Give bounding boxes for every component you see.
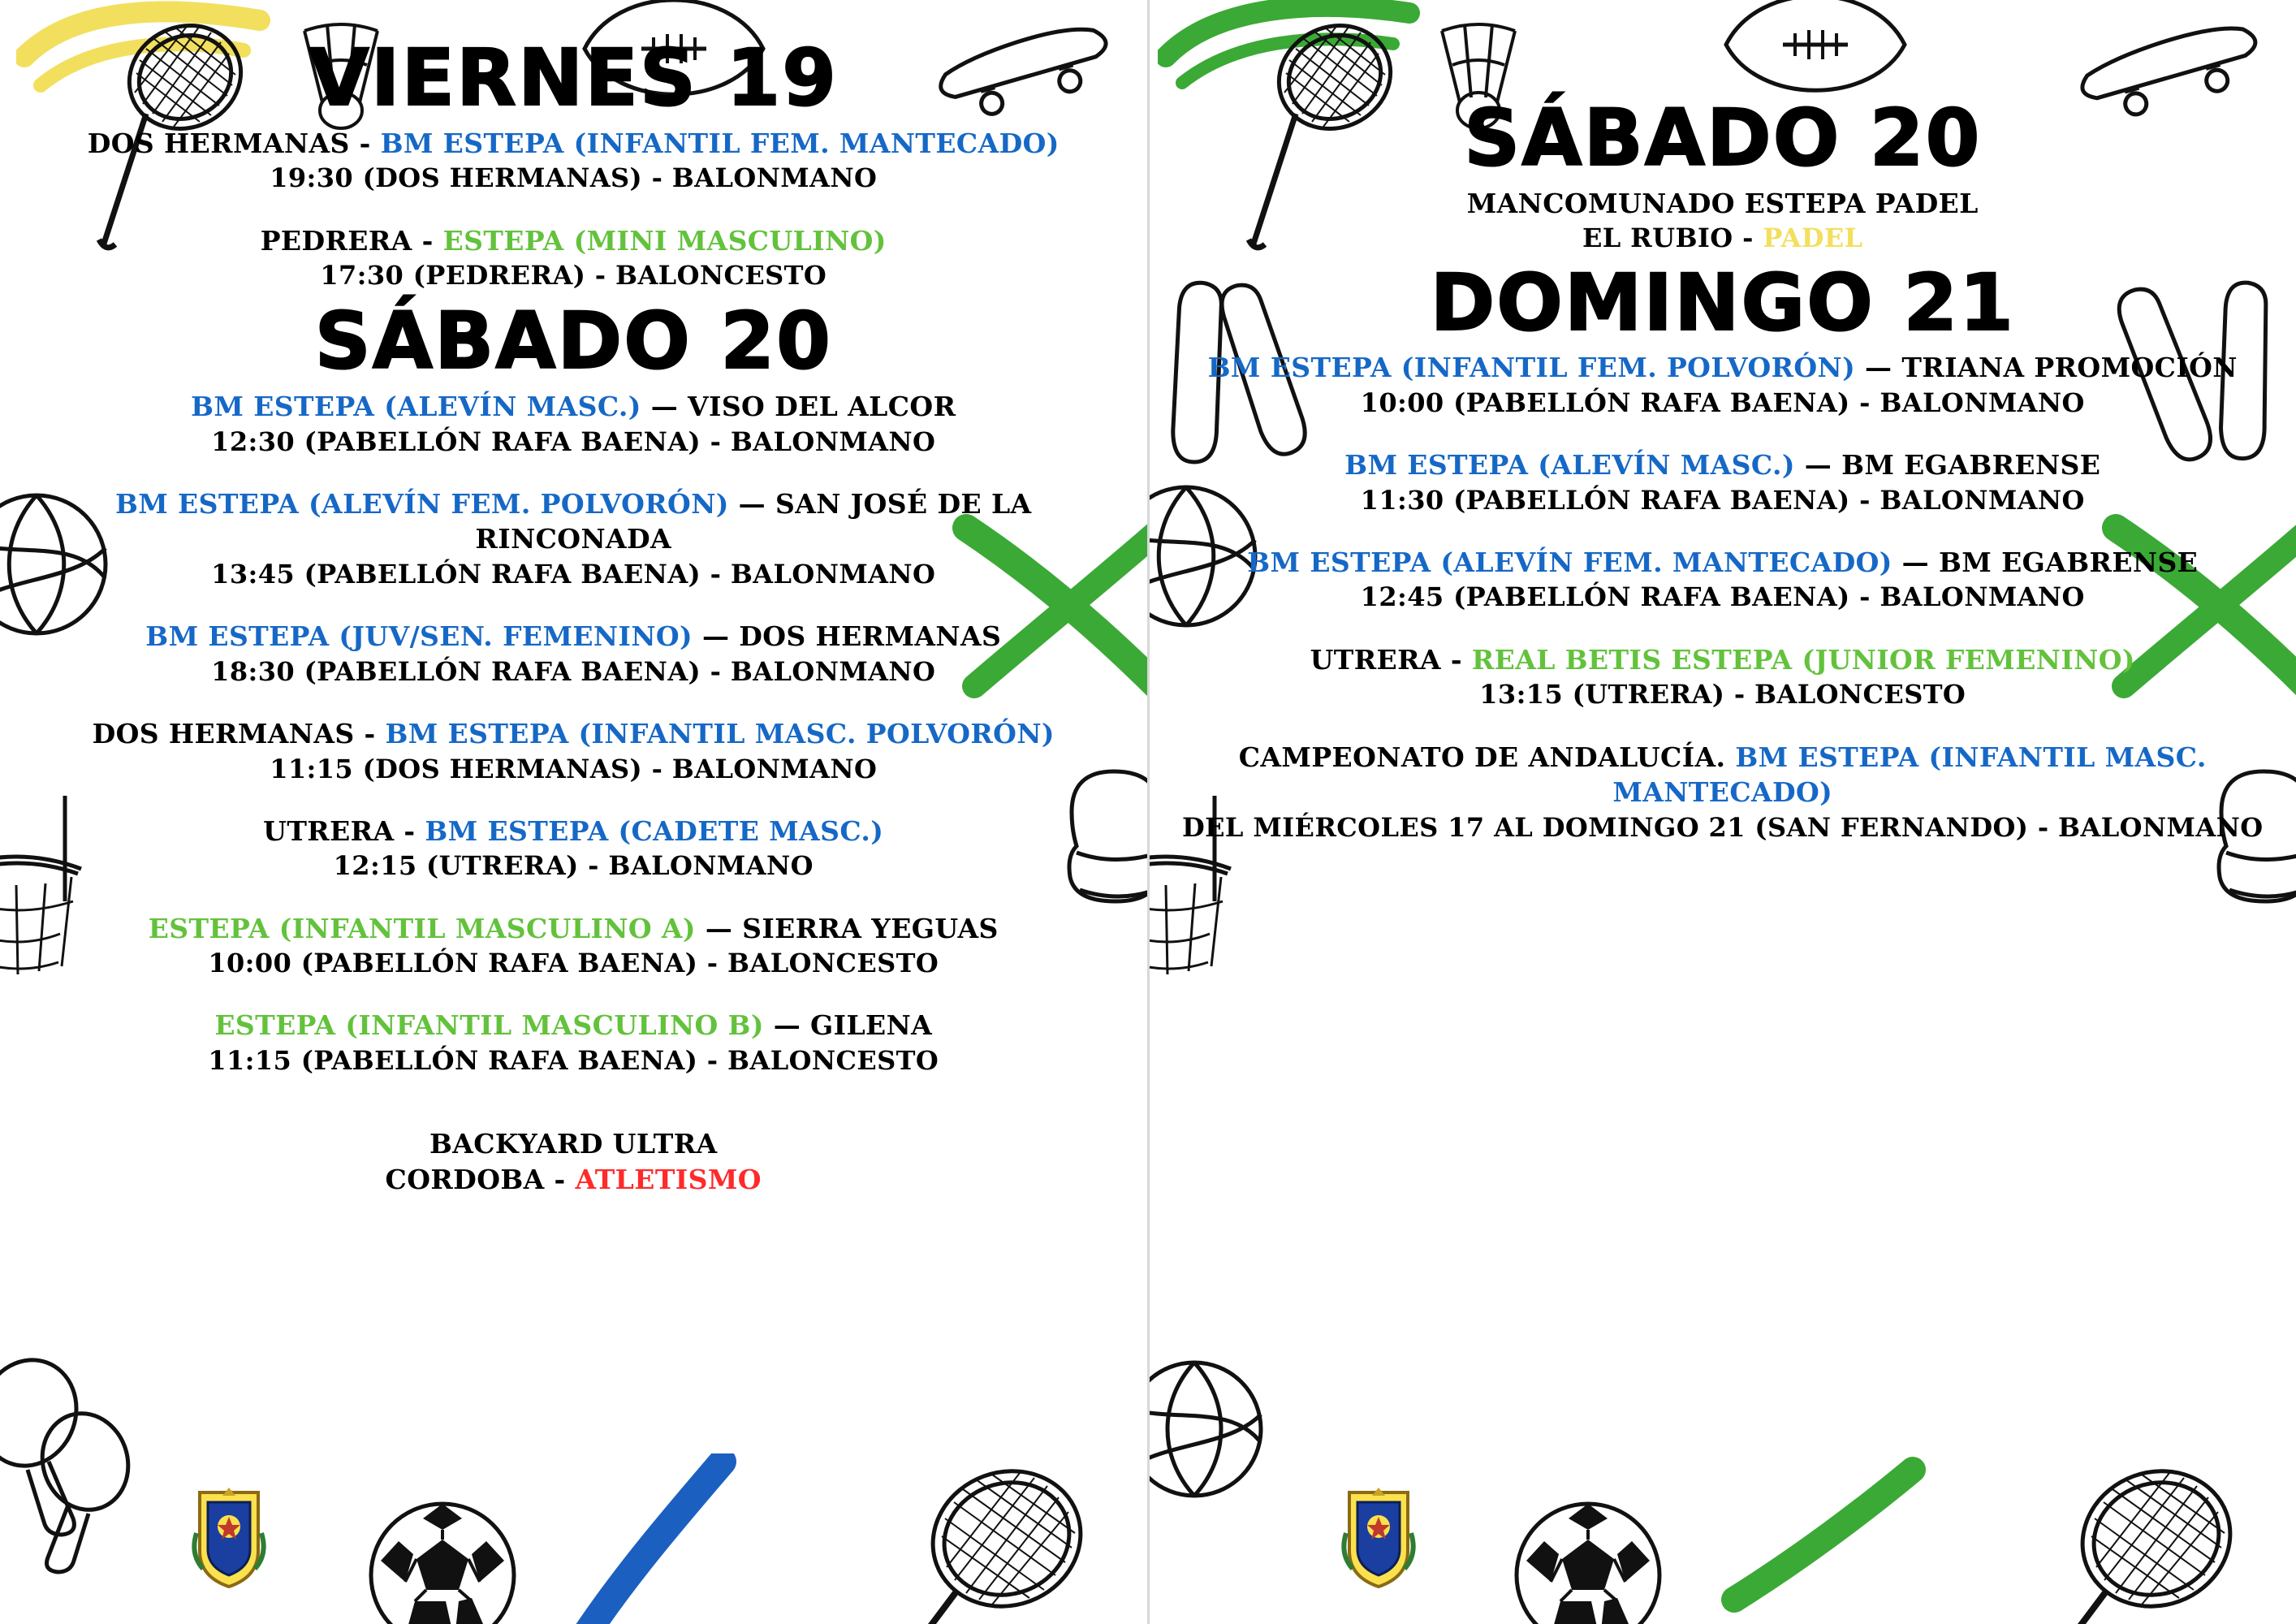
green-brush-stroke — [1710, 1453, 1953, 1616]
event-item — [0, 716, 1147, 786]
soccer-ball-icon — [361, 1494, 524, 1624]
table-tennis-paddle-icon — [0, 1340, 150, 1583]
event-teams — [13, 1008, 1134, 1043]
event-time-venue: 13:45 (PABELLÓN RAFA BAENA) - BALONMANO — [211, 559, 936, 590]
event-teams — [13, 716, 1134, 752]
event-item — [0, 389, 1147, 459]
event-text-part: BM ESTEPA (CADETE MASC.) — [425, 814, 884, 847]
event-text-part: — GILENA — [763, 1009, 933, 1042]
event-text-part: BM ESTEPA (ALEVÍN MASC.) — [191, 391, 641, 423]
event-text-part: — SAN JOSÉ DE LA RINCONADA — [475, 487, 1032, 555]
event-time-venue — [1163, 221, 2284, 255]
event-text-part: PADEL — [1763, 222, 1863, 254]
event-time-venue: 11:30 (PABELLÓN RAFA BAENA) - BALONMANO — [1360, 484, 2085, 516]
event-text-part: ESTEPA (INFANTIL MASCULINO A) — [148, 912, 696, 944]
event-teams — [13, 814, 1134, 849]
event-text-part: DOS HERMANAS - — [87, 127, 381, 159]
right-page-content — [1150, 0, 2296, 844]
event-text-part: — BM EGABRENSE — [1892, 546, 2199, 578]
event-text-part: ESTEPA (MINI MASCULINO) — [442, 224, 887, 257]
event-item — [0, 911, 1147, 981]
event-text-part: BM ESTEPA (INFANTIL MASC. POLVORÓN) — [385, 718, 1055, 750]
event-time-venue: 17:30 (PEDRERA) - BALONCESTO — [320, 260, 827, 292]
tennis-racket-icon — [885, 1453, 1120, 1624]
event-teams — [1163, 350, 2284, 386]
event-item-campeonato — [1150, 740, 2296, 844]
event-text-part: BM ESTEPA (ALEVÍN MASC.) — [1344, 449, 1795, 482]
event-item — [0, 486, 1147, 591]
event-time-venue: 12:30 (PABELLÓN RAFA BAENA) - BALONMANO — [211, 425, 936, 457]
event-item-backyard-ultra — [0, 1126, 1147, 1197]
event-teams — [1163, 642, 2284, 678]
event-text-part: ATLETISMO — [575, 1163, 762, 1195]
soccer-ball-icon — [1507, 1494, 1669, 1624]
event-time-venue: 10:00 (PABELLÓN RAFA BAENA) - BALONMANO — [1360, 387, 2085, 418]
event-text-part: BM ESTEPA (INFANTIL FEM. MANTECADO) — [380, 127, 1060, 159]
event-teams: BACKYARD ULTRA — [429, 1128, 718, 1160]
event-teams — [1182, 740, 2264, 810]
tennis-racket-icon — [2035, 1453, 2270, 1624]
event-item — [1150, 545, 2296, 615]
event-text-part: REAL BETIS ESTEPA (JUNIOR FEMENINO) — [1471, 643, 2135, 676]
event-item — [1150, 642, 2296, 712]
event-item — [1150, 350, 2296, 420]
event-text-part: BM ESTEPA (JUV/SEN. FEMENINO) — [145, 620, 693, 653]
blue-brush-stroke — [552, 1453, 763, 1624]
event-teams — [13, 126, 1134, 162]
day-title-sabado-20: SÁBADO 20 — [1464, 93, 1982, 184]
event-time-venue: 10:00 (PABELLÓN RAFA BAENA) - BALONCESTO — [208, 948, 939, 979]
event-text-part: BM ESTEPA (INFANTIL FEM. POLVORÓN) — [1207, 352, 1856, 384]
event-text-part: UTRERA - — [1310, 643, 1472, 676]
crest-icon — [185, 1484, 273, 1592]
event-time-venue: 12:15 (UTRERA) - BALONMANO — [333, 850, 814, 882]
event-teams — [1163, 447, 2284, 483]
event-text-part: BM ESTEPA (ALEVÍN FEM. MANTECADO) — [1247, 546, 1892, 578]
event-text-part: CORDOBA - — [385, 1163, 576, 1195]
event-text-part: EL RUBIO - — [1582, 222, 1763, 254]
event-item — [0, 619, 1147, 689]
event-teams — [1163, 545, 2284, 581]
event-time-venue — [13, 1162, 1134, 1198]
event-time-venue: DEL MIÉRCOLES 17 AL DOMINGO 21 (SAN FERNANDO) - BALONMANO — [1181, 811, 2264, 843]
event-time-venue: 18:30 (PABELLÓN RAFA BAENA) - BALONMANO — [211, 655, 936, 687]
crest-icon — [1335, 1484, 1422, 1592]
event-teams — [13, 389, 1134, 425]
event-teams — [13, 486, 1134, 557]
event-teams — [13, 223, 1134, 259]
volleyball-icon — [1150, 1348, 1275, 1510]
event-text-part: BM ESTEPA (INFANTIL MASC. MANTECADO) — [1612, 741, 2207, 809]
event-item — [0, 1008, 1147, 1078]
event-text-part: — TRIANA PROMOCIÓN — [1855, 352, 2238, 384]
day-title-viernes-19: VIERNES 19 — [309, 32, 839, 123]
day-title-sabado-20: SÁBADO 20 — [314, 296, 832, 387]
event-text-part: — SIERRA YEGUAS — [695, 912, 999, 944]
event-item — [0, 223, 1147, 293]
event-time-venue: 12:45 (PABELLÓN RAFA BAENA) - BALONMANO — [1360, 581, 2085, 613]
poster-page-right — [1150, 0, 2296, 1624]
event-text-part: CAMPEONATO DE ANDALUCÍA. — [1238, 741, 1736, 773]
event-text-part: — VISO DEL ALCOR — [641, 391, 956, 423]
event-time-venue: 11:15 (PABELLÓN RAFA BAENA) - BALONCESTO — [208, 1044, 939, 1076]
event-text-part: — BM EGABRENSE — [1794, 449, 2101, 482]
event-text-part: DOS HERMANAS - — [92, 718, 386, 750]
left-page-content — [0, 0, 1147, 1197]
event-text-part: UTRERA - — [263, 814, 425, 847]
event-time-venue: 13:15 (UTRERA) - BALONCESTO — [1479, 679, 1966, 710]
event-time-venue: 11:15 (DOS HERMANAS) - BALONMANO — [270, 753, 878, 784]
day-title-domingo-21: DOMINGO 21 — [1430, 257, 2015, 348]
event-item — [0, 126, 1147, 196]
event-teams — [13, 619, 1134, 654]
event-teams: MANCOMUNADO ESTEPA PADEL — [1466, 187, 1979, 219]
event-text-part: PEDRERA - — [260, 224, 443, 257]
event-teams — [13, 911, 1134, 947]
event-text-part: ESTEPA (INFANTIL MASCULINO B) — [214, 1009, 764, 1042]
event-text-part: — DOS HERMANAS — [693, 620, 1002, 653]
event-item — [1150, 447, 2296, 517]
event-text-part: BM ESTEPA (ALEVÍN FEM. POLVORÓN) — [114, 487, 729, 520]
event-time-venue: 19:30 (DOS HERMANAS) - BALONMANO — [270, 162, 878, 194]
event-item — [1150, 186, 2296, 256]
event-item — [0, 814, 1147, 883]
